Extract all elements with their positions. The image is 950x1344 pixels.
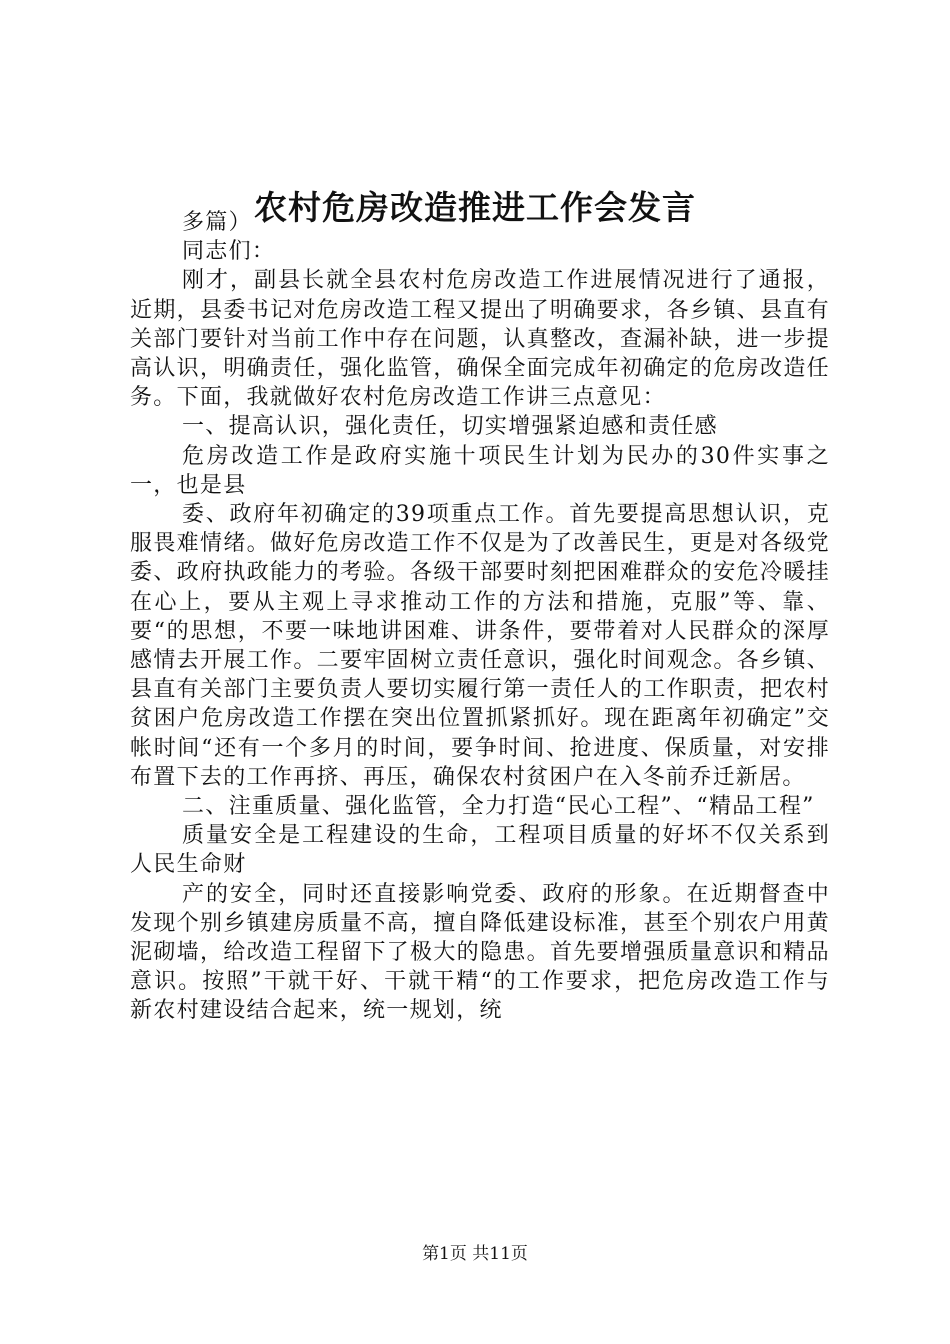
paragraph-salutation: 同志们：: [182, 239, 276, 265]
paragraph-section-1a: 危房改造工作是政府实施十项民生计划为民办的30件实事之一，也是县: [130, 443, 830, 498]
paragraph-intro: 刚才，副县长就全县农村危房改造工作进展情况进行了通报，近期，县委书记对危房改造工程又提出了明确要求，各乡镇、县直有关部门要针对当前工作中存在问题，认真整改，查漏补缺，进一步提高认识，明确责任，强化监管，确保全面完成年初确定的危房改造任务。下面，我就做好农村危房改造工作讲三点意见：: [130, 268, 830, 411]
section-heading-1: 一、提高认识，强化责任，切实增强紧迫感和责任感: [182, 414, 718, 440]
paragraph-section-1b: 委、政府年初确定的39项重点工作。首先要提高思想认识，克服畏难情绪。做好危房改造工作不仅是为了改善民生，更是对各级党委、政府执政能力的考验。各级干部要时刻把困难群众的安危冷暖挂在心上，要从主观上寻求推动工作的方法和措施，克服”等、靠、要“的思想，不要一味地讲困难、讲条件，要带着对人民群众的深厚感情去开展工作。二要牢固树立责任意识，强化时间观念。各乡镇、县直有关部门主要负责人要切实履行第一责任人的工作职责，把农村贫困户危房改造工作摆在突出位置抓紧抓好。现在距离年初确定”交帐时间“还有一个多月的时间，要争时间、抢进度、保质量，对安排布置下去的工作再挤、再压，确保农村贫困户在入冬前乔迁新居。: [130, 502, 830, 790]
page-number: 第1页 共11页: [422, 1244, 528, 1264]
paragraph-section-2b: 产的安全，同时还直接影响党委、政府的形象。在近期督查中发现个别乡镇建房质量不高，擅自降低建设标准，甚至个别农户用黄泥砌墙，给改造工程留下了极大的隐患。首先要增强质量意识和精品意识。按照”干就干好、干就干精“的工作要求，把危房改造工作与新农村建设结合起来，统一规划，统: [130, 881, 830, 1024]
document-title: 农村危房改造推进工作会发言: [254, 188, 696, 227]
section-heading-2: 二、注重质量、强化监管，全力打造“民心工程”、“精品工程”: [182, 794, 815, 820]
paragraph-section-2a: 质量安全是工程建设的生命，工程项目质量的好坏不仅关系到人民生命财: [130, 823, 830, 878]
paragraph-subtitle: 多篇）: [182, 210, 252, 235]
document-body: [130, 208, 830, 1026]
